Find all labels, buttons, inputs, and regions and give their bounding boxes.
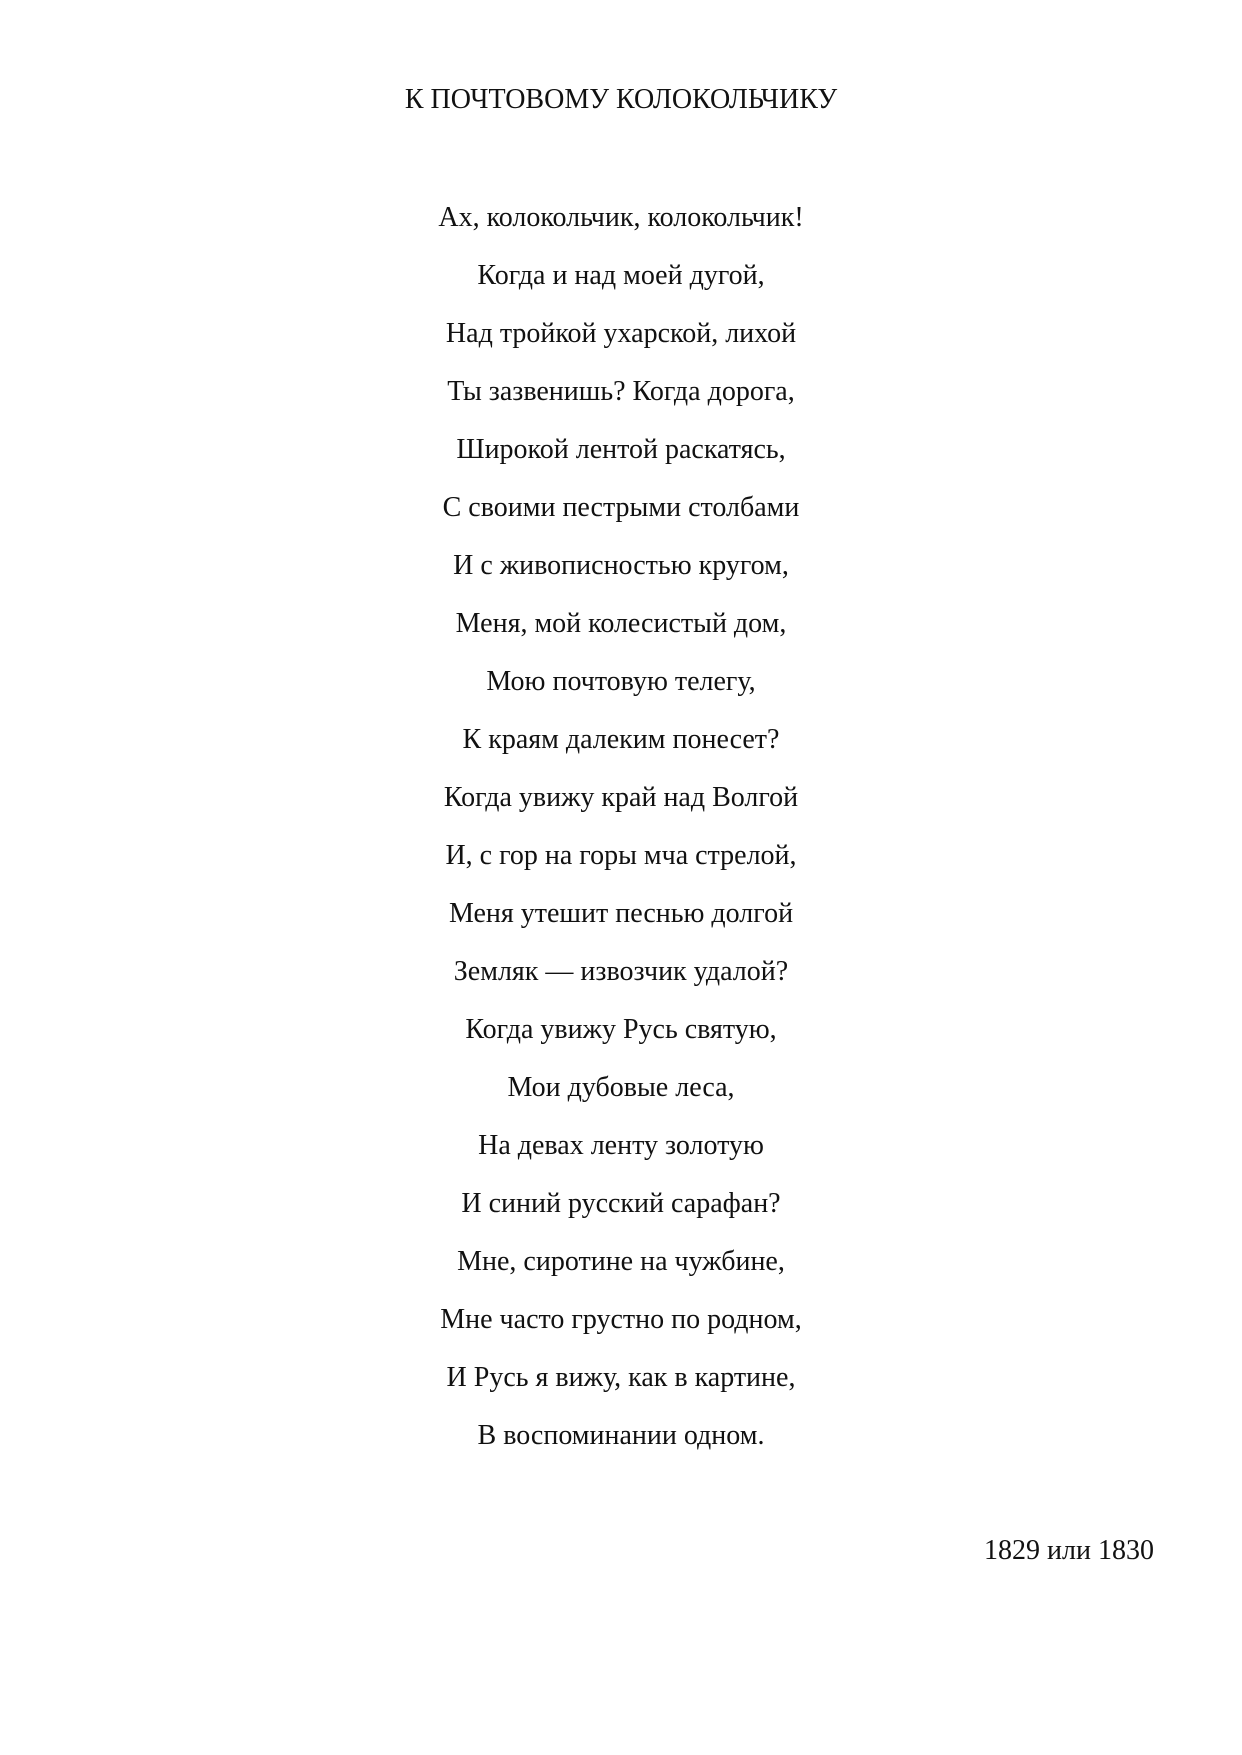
poem-line: Земляк — извозчик удалой? — [453, 956, 789, 987]
poem-line: Над тройкой ухарской, лихой — [445, 318, 797, 349]
poem-line: И, с гор на горы мча стрелой, — [445, 840, 797, 871]
poem-line: Мою почтовую телегу, — [486, 666, 756, 697]
poem-line: Когда увижу Русь святую, — [465, 1014, 777, 1045]
poem-line: Меня, мой колесистый дом, — [455, 608, 787, 639]
poem-line: К краям далеким понесет? — [462, 724, 780, 755]
poem-body — [0, 195, 1242, 1471]
poem-line: Меня утешит песнью долгой — [448, 898, 794, 929]
poem-line: Когда увижу край над Волгой — [443, 782, 799, 813]
poem-line: Мне часто грустно по родном, — [440, 1304, 802, 1335]
poem-line: Ах, колокольчик, колокольчик! — [438, 202, 804, 233]
poem-line: На девах ленту золотую — [478, 1130, 764, 1161]
poem-line: С своими пестрыми столбами — [442, 492, 800, 523]
poem-line: Широкой лентой раскатясь, — [456, 434, 786, 465]
poem-date: 1829 или 1830 — [984, 1535, 1154, 1566]
poem-line: Мне, сиротине на чужбине, — [457, 1246, 785, 1277]
poem-title: К ПОЧТОВОМУ КОЛОКОЛЬЧИКУ — [404, 84, 838, 115]
poem-line: В воспоминании одном. — [477, 1420, 765, 1451]
poem-line: Мои дубовые леса, — [507, 1072, 735, 1103]
poem-line: Когда и над моей дугой, — [477, 260, 765, 291]
poem-line: И синий русский сарафан? — [461, 1188, 781, 1219]
poem-line: Ты зазвенишь? Когда дорога, — [447, 376, 795, 407]
poem-line: И с живописностью кругом, — [453, 550, 789, 581]
poem-line: И Русь я вижу, как в картине, — [446, 1362, 796, 1393]
